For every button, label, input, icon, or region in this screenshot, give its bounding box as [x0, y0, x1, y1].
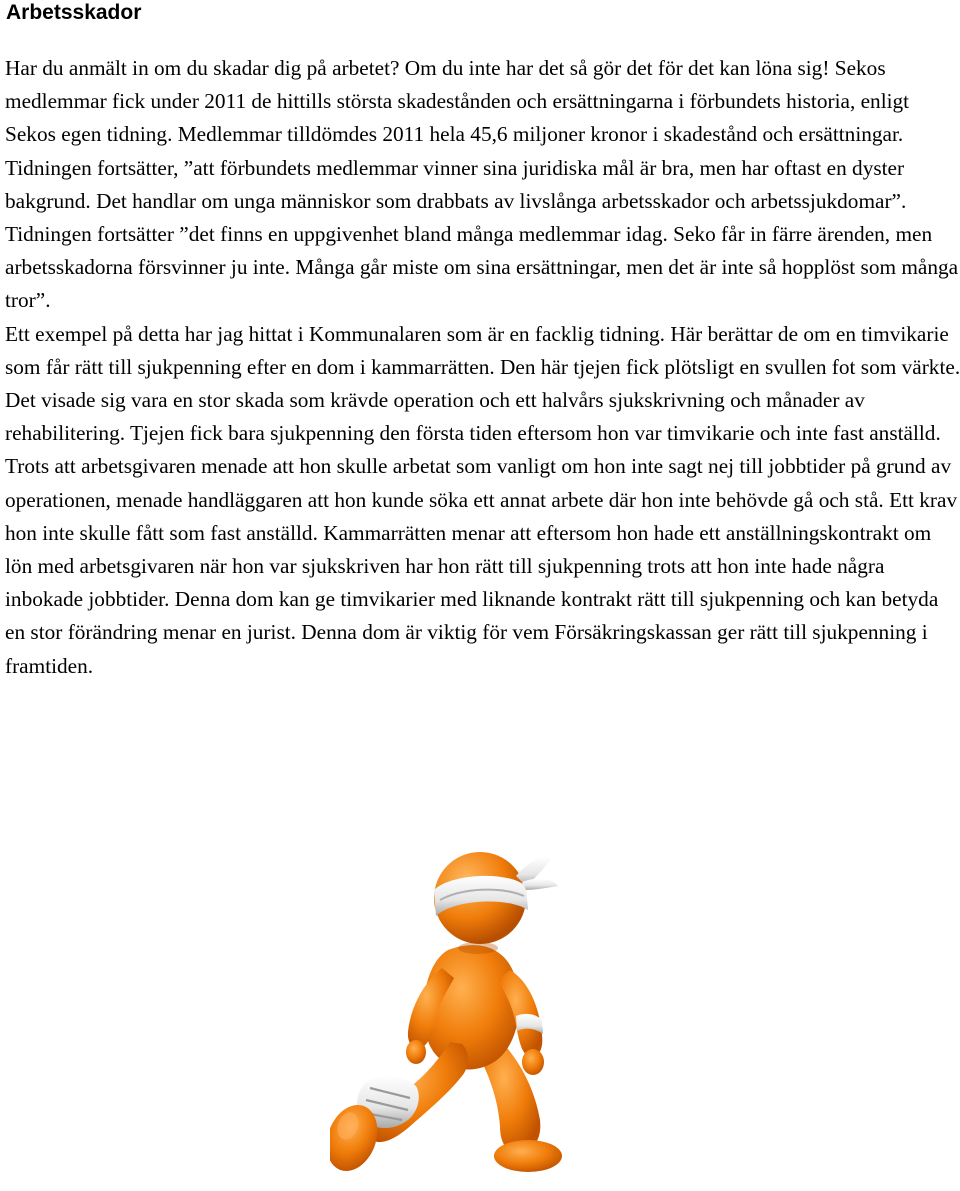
front-leg [330, 1042, 468, 1178]
head [434, 852, 558, 944]
article-paragraph-1: Har du anmält in om du skadar dig på arbetet? Om du inte har det så gör det för det kan löna sig! Sekos medlemmar fick under 2011 de hittills största skadestånden och ersättningarna i förbundets historia, enligt Sekos egen tidning. Medlemmar tilldömdes 2011 hela 45,6 miljoner kronor i skadestånd och ersättningar. Tidningen fortsätter, ”att förbundets medlemmar vinner sina juridiska mål är bra, men har oftast en dyster bakgrund. Det handlar om unga människor som drabbats av livslånga arbetsskador och arbetssjukdomar”. Tidningen fortsätter ”det finns en uppgivenhet bland många medlemmar idag. Seko får in färre ärenden, men arbetsskadorna försvinner ju inte. Många går miste om sina ersättningar, men det är inte så hopplöst som många tror”. [5, 56, 959, 313]
document-page [6, 0, 960, 683]
article-title: Arbetsskador [6, 1, 142, 24]
article-paragraph-2: Ett exempel på detta har jag hittat i Kommunalaren som är en facklig tidning. Här berättar de om en timvikarie som får rätt till sjukpenning efter en dom i kammarrätten. Den här tjejen fick plötsligt en svullen fot som värkte. Det visade sig vara en stor skada som krävde operation och ett halvårs sjukskrivning och månader av rehabilitering. Tjejen fick bara sjukpenning den första tiden eftersom hon var timvikarie och inte fast anställd. Trots att arbetsgivaren menade att hon skulle arbetat som vanligt om hon inte sagt nej till jobbtider på grund av operationen, menade handläggaren att hon kunde söka ett annat arbete där hon inte behövde gå och stå. Ett krav hon inte skulle fått som fast anställd. Kammarrätten menar att eftersom hon hade ett anställningskontrakt om lön med arbetsgivaren när hon var sjukskriven har hon rätt till sjukpenning trots att hon inte hade några inbokade jobbtider. Denna dom kan ge timvikarier med liknande kontrakt rätt till sjukpenning och kan betyda en stor förändring menar en jurist. Denna dom är viktig för vem Försäkringskassan ger rätt till sjukpenning i framtiden. [5, 321, 960, 678]
article-body [5, 52, 960, 683]
injured-worker-illustration [330, 820, 600, 1185]
